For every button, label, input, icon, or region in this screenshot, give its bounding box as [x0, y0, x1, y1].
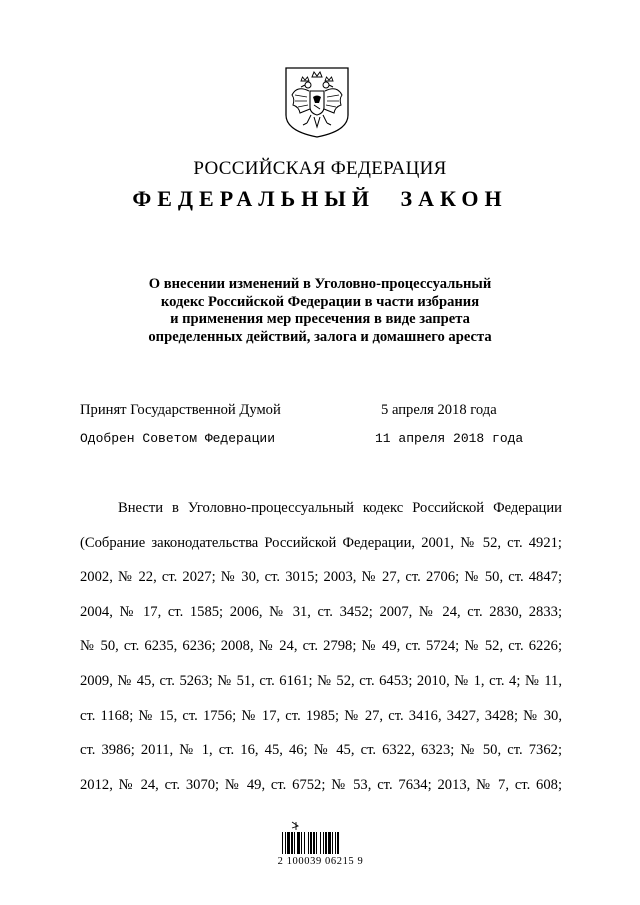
council-approval-date: 11 апреля 2018 года: [375, 431, 524, 446]
barcode-number: 2 100039 06215 9: [277, 856, 364, 867]
law-title-line: кодекс Российской Федерации в части избрания: [160, 293, 480, 310]
body-line: 2012, № 24, ст. 3070; № 49, ст. 6752; № 53, ст. 7634; 2013, № 7, ст. 608;: [80, 776, 562, 793]
body-line: 2002, № 22, ст. 2027; № 30, ст. 3015; 2003, № 27, ст. 2706; № 50, ст. 4847;: [80, 569, 562, 586]
law-title-line: О внесении изменений в Уголовно-процессуальный: [148, 276, 492, 292]
law-title: [100, 276, 540, 346]
duma-adoption-date: 5 апреля 2018 года: [381, 402, 497, 418]
body-line: № 50, ст. 6235, 6236; 2008, № 24, ст. 2798; № 49, ст. 5724; № 52, ст. 6226;: [80, 638, 562, 655]
body-line: ст. 3986; 2011, № 1, ст. 16, 45, 46; № 45, ст. 6322, 6323; № 50, ст. 7362;: [80, 742, 562, 759]
duma-adoption-label: Принят Государственной Думой: [80, 402, 281, 418]
law-body-text: [80, 498, 562, 809]
coat-of-arms-icon: [283, 65, 351, 139]
barcode-icon: [278, 820, 360, 890]
council-approval-label: Одобрен Советом Федерации: [80, 431, 276, 446]
body-line: (Собрание законодательства Российской Федерации, 2001, № 52, ст. 4921;: [80, 534, 562, 551]
body-line: Внести в Уголовно-процессуальный кодекс Российской Федерации: [118, 500, 562, 516]
law-title-line: и применения мер пресечения в виде запрета: [170, 311, 470, 327]
law-title-line: определенных действий, залога и домашнего ареста: [148, 328, 492, 345]
country-name: РОССИЙСКАЯ ФЕДЕРАЦИЯ: [193, 158, 447, 179]
body-line: ст. 1168; № 15, ст. 1756; № 17, ст. 1985; № 27, ст. 3416, 3427, 3428; № 30,: [80, 707, 562, 724]
document-type-heading: ФЕДЕРАЛЬНЫЙ ЗАКОН: [132, 186, 508, 211]
body-line: 2009, № 45, ст. 5263; № 51, ст. 6161; № 52, ст. 6453; 2010, № 1, ст. 4; № 11,: [80, 672, 562, 689]
body-line: 2004, № 17, ст. 1585; 2006, № 31, ст. 3452; 2007, № 24, ст. 2830, 2833;: [80, 603, 562, 620]
